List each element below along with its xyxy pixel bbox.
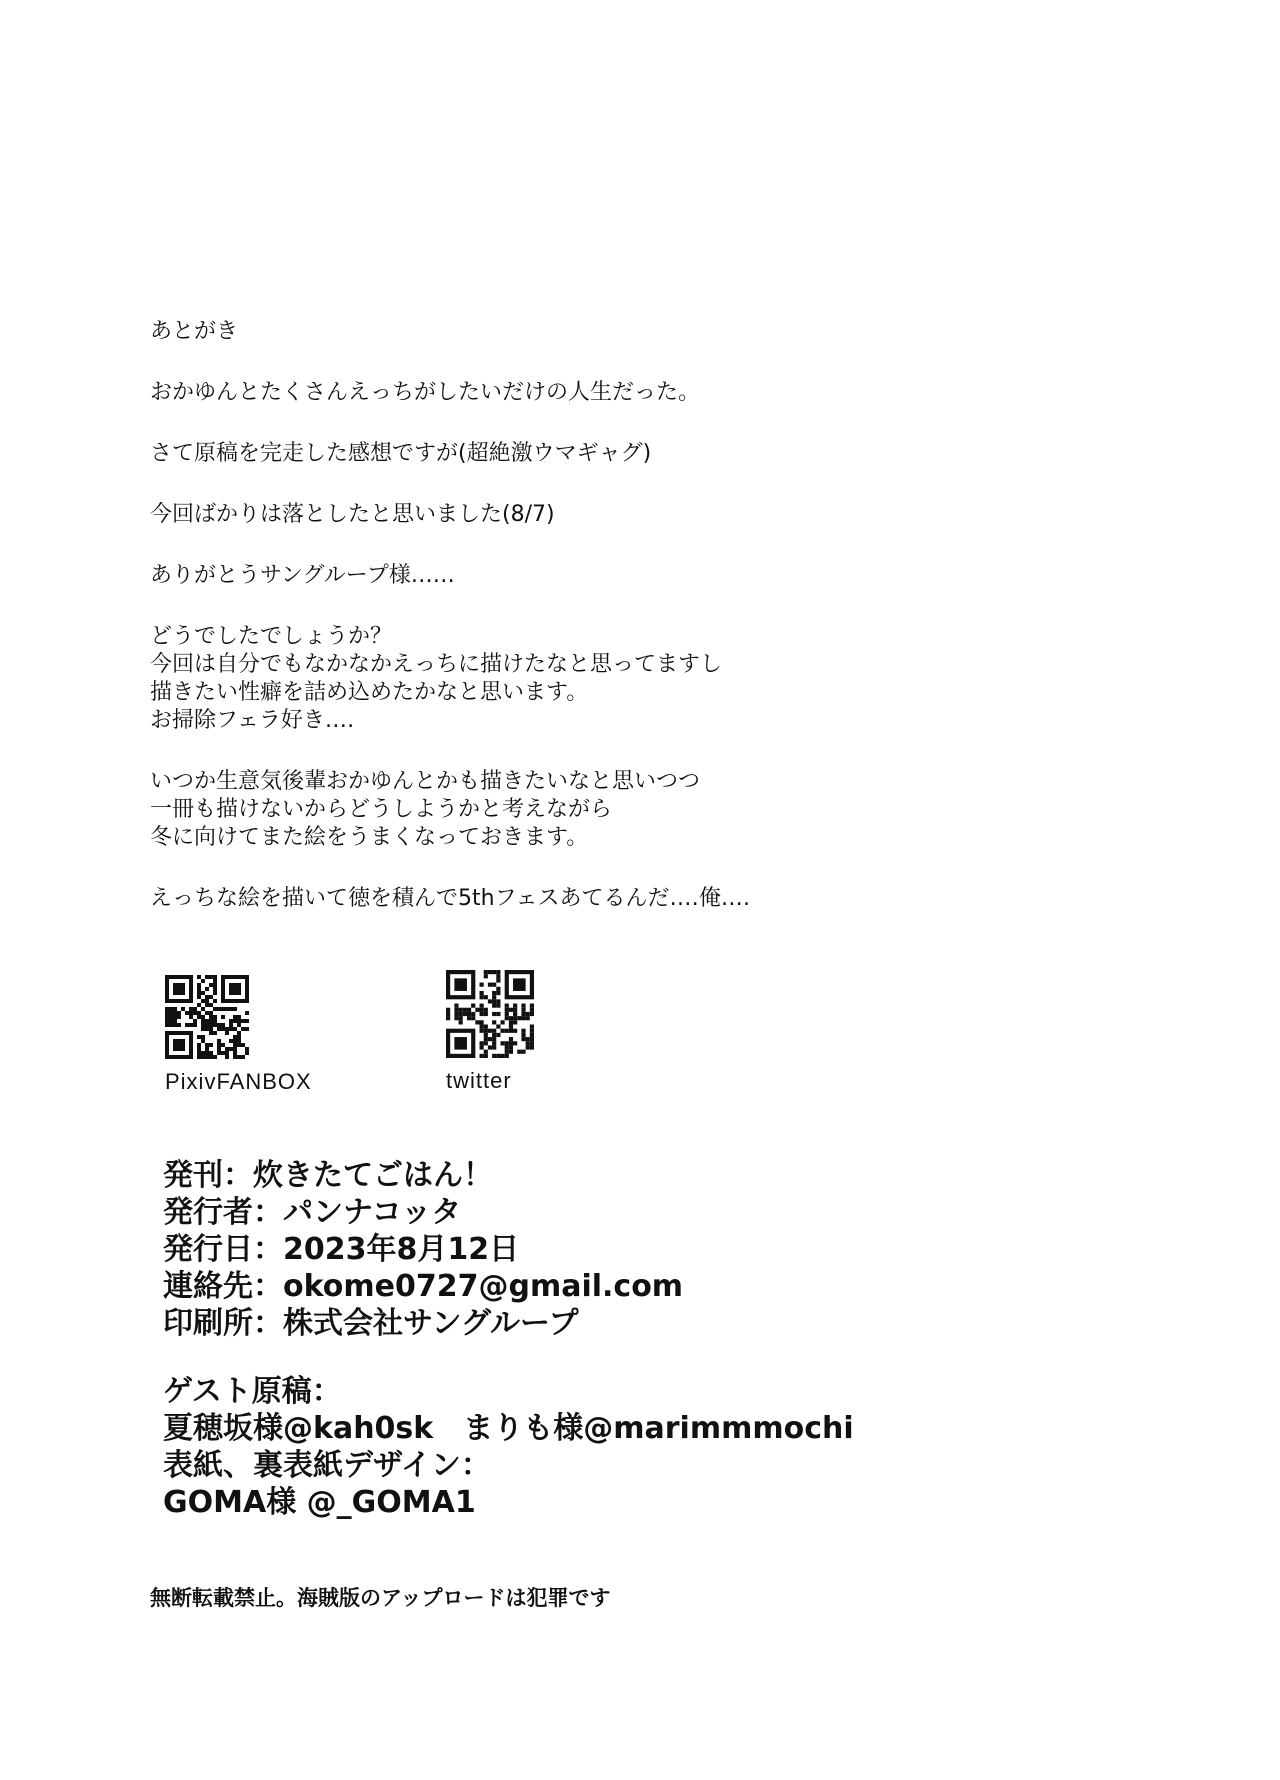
fanbox-label: PixivFANBOX: [165, 1069, 312, 1094]
afterword-paragraph-5-line: どうでしたでしょうか？: [150, 624, 393, 649]
afterword-paragraph-5-line: 描きたい性癖を詰め込めたかなと思います。: [150, 680, 589, 705]
afterword-paragraph-2: さて原稿を完走した感想ですが(超絶激ウマギャグ): [150, 441, 652, 466]
credits-cover-designer: GOMA様 @_GOMA1: [163, 1485, 476, 1520]
afterword-paragraph-6-line: 冬に向けてまた絵をうまくなっておきます。: [150, 825, 589, 850]
colophon: [163, 1157, 683, 1342]
fanbox-link[interactable]: [165, 975, 312, 1095]
qr-code-icon: [446, 970, 534, 1058]
colophon-publisher: 発行者：パンナコッタ: [163, 1195, 462, 1230]
colophon-contact: 連絡先：okome0727@gmail.com: [163, 1269, 684, 1304]
copyright-notice: 無断転載禁止。海賊版のアップロードは犯罪です: [150, 1586, 611, 1610]
afterword-paragraph-7: えっちな絵を描いて徳を積んで5thフェスあてるんだ‥‥俺‥‥: [150, 886, 751, 911]
afterword-paragraph-6-line: 一冊も描けないからどうしようかと考えながら: [150, 797, 613, 822]
afterword-paragraph-6-line: いつか生意気後輩おかゆんとかも描きたいなと思いつつ: [150, 769, 701, 794]
afterword-paragraph-3: 今回ばかりは落としたと思いました(8/7): [150, 502, 555, 527]
afterword-paragraph-5-line: 今回は自分でもなかなかえっちに描けたなと思ってますし: [150, 652, 723, 677]
colophon-circle: 発刊：炊きたてごはん！: [163, 1158, 493, 1193]
afterword-paragraph-4: ありがとうサングループ様‥‥‥: [150, 563, 455, 588]
qr-code-icon: [165, 975, 249, 1059]
colophon-printer: 印刷所：株式会社サングループ: [163, 1306, 579, 1341]
credits-guests: 夏穂坂様@kah0sk まりも様@marimmmochi: [163, 1411, 854, 1446]
twitter-label: twitter: [446, 1068, 512, 1093]
credits-guest-heading: ゲスト原稿：: [163, 1374, 342, 1409]
twitter-link[interactable]: [446, 970, 534, 1094]
afterword: [150, 318, 1150, 913]
afterword-paragraph-5-line: お掃除フェラ好き‥‥: [150, 708, 355, 733]
credits: [163, 1373, 854, 1521]
afterword-heading: あとがき: [150, 319, 239, 344]
afterword-paragraph-1: おかゆんとたくさんえっちがしたいだけの人生だった。: [150, 380, 701, 405]
colophon-date: 発行日：2023年8月12日: [163, 1232, 520, 1267]
credits-cover-heading: 表紙、裏表紙デザイン：: [163, 1448, 491, 1483]
